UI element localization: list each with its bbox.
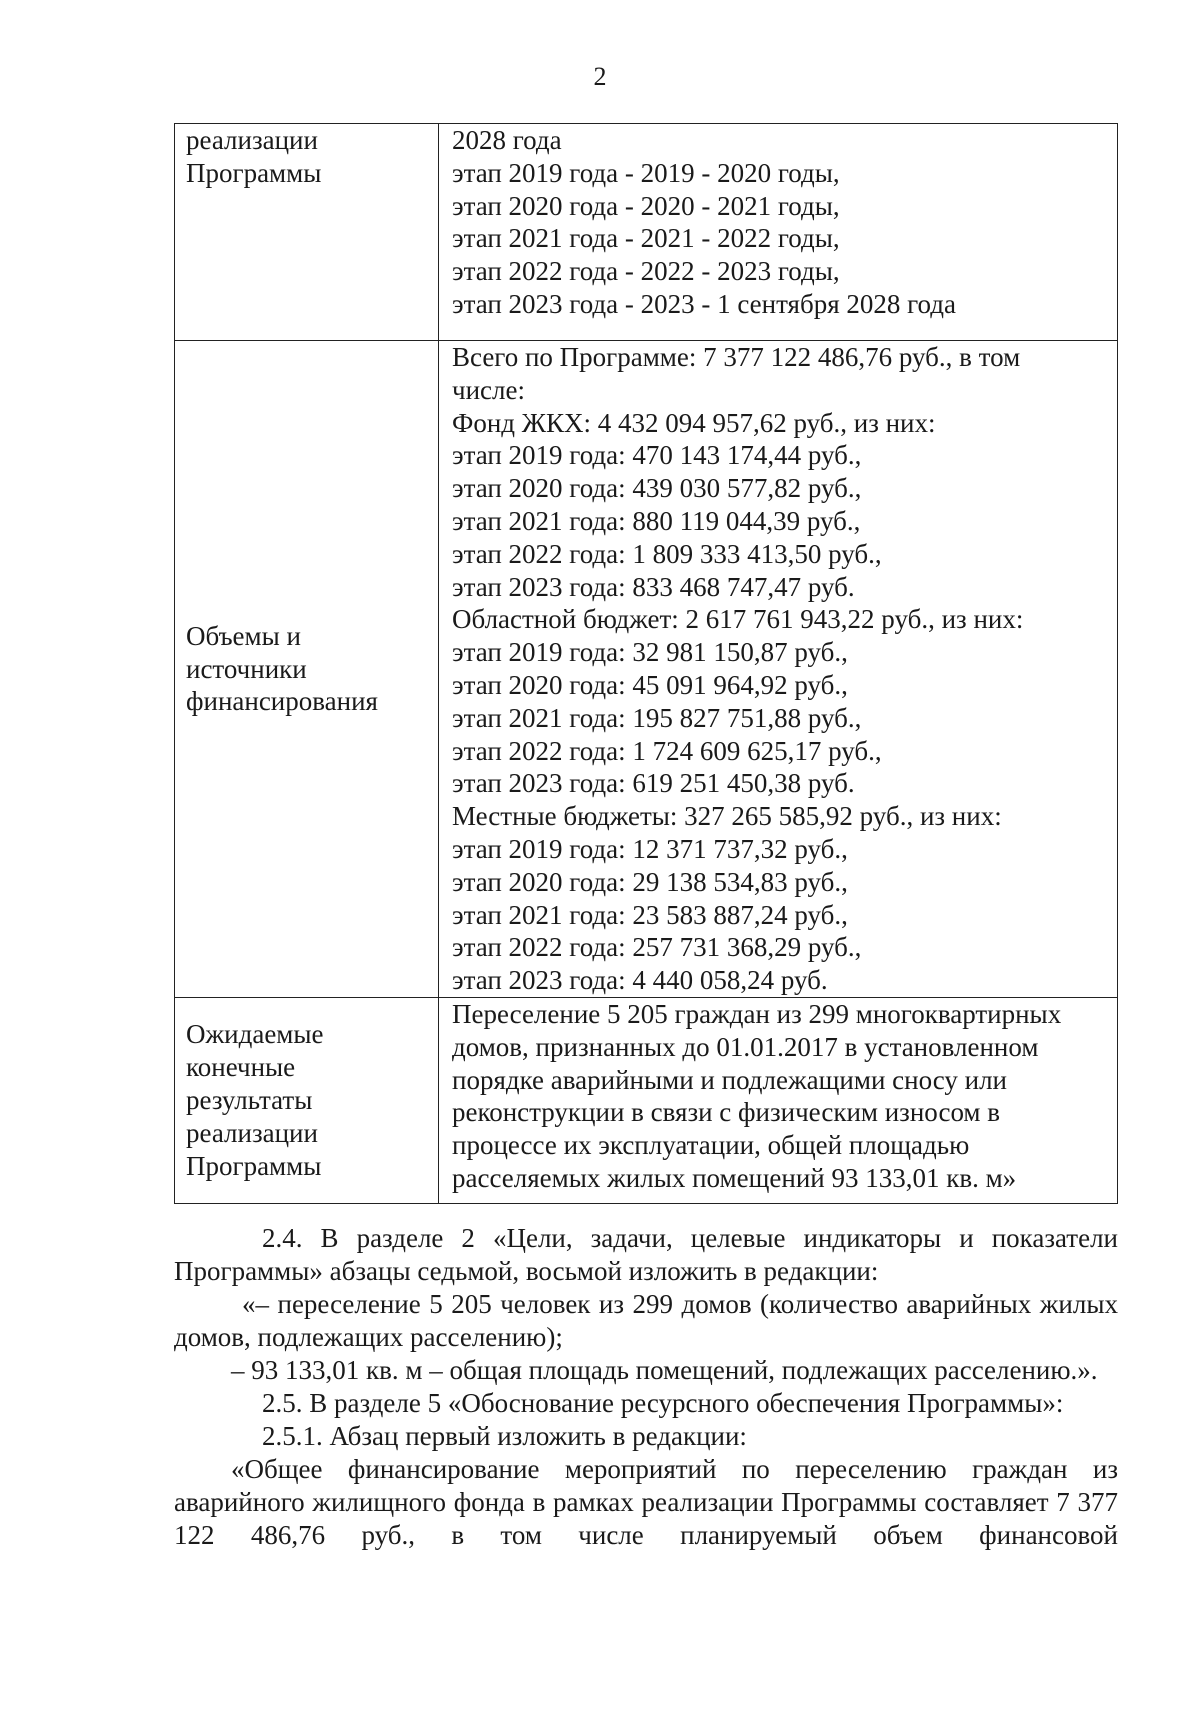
- value-line: расселяемых жилых помещений 93 133,01 кв. м»: [452, 1162, 1017, 1193]
- paragraph-2-4: 2.4. В разделе 2 «Цели, задачи, целевые индикаторы и показатели Программы» абзацы седьмой, восьмой изложить в редакции:: [174, 1223, 1118, 1286]
- value-line: этап 2022 года: 1 809 333 413,50 руб.,: [452, 538, 882, 569]
- row-value: [439, 341, 1118, 998]
- label-line: конечные: [186, 1052, 296, 1083]
- value-line: этап 2021 года - 2021 - 2022 годы,: [452, 223, 840, 254]
- row-label: [175, 124, 439, 341]
- value-line: этап 2020 года: 29 138 534,83 руб.,: [452, 866, 848, 897]
- value-line: этап 2019 года - 2019 - 2020 годы,: [452, 157, 840, 188]
- value-line: реконструкции в связи с физическим износом в: [452, 1097, 1001, 1128]
- paragraph-item-residents: «– переселение 5 205 человек из 299 домов (количество аварийных жилых домов, подлежащих расселению);: [174, 1289, 1118, 1352]
- value-line: домов, признанных до 01.01.2017 в установленном: [452, 1031, 1039, 1062]
- table-row-funding: [175, 341, 1118, 998]
- table-row-expected-results: [175, 997, 1118, 1203]
- value-line: этап 2023 года - 2023 - 1 сентября 2028 года: [452, 288, 956, 319]
- value-line: Фонд ЖКХ: 4 432 094 957,62 руб., из них:: [452, 407, 936, 438]
- label-line: Ожидаемые: [186, 1019, 324, 1050]
- paragraph-2-5: 2.5. В разделе 5 «Обоснование ресурсного обеспечения Программы»:: [262, 1388, 1064, 1418]
- value-line: этап 2019 года: 470 143 174,44 руб.,: [452, 440, 862, 471]
- label-line: Программы: [186, 157, 322, 188]
- value-line: этап 2020 года: 45 091 964,92 руб.,: [452, 669, 848, 700]
- value-line: этап 2021 года: 195 827 751,88 руб.,: [452, 702, 862, 733]
- value-line: 2028 года: [452, 125, 562, 155]
- value-line: Переселение 5 205 граждан из 299 многоквартирных: [452, 998, 1062, 1029]
- row-label: [175, 341, 439, 998]
- label-line: результаты: [186, 1085, 313, 1116]
- label-line: финансирования: [186, 686, 378, 717]
- value-line: Всего по Программе: 7 377 122 486,76 руб., в том: [452, 342, 1021, 372]
- paragraph-2-5-1: 2.5.1. Абзац первый изложить в редакции:: [262, 1421, 747, 1451]
- label-line: реализации: [186, 1117, 318, 1148]
- row-value: [439, 124, 1118, 341]
- value-line: этап 2019 года: 32 981 150,87 руб.,: [452, 637, 848, 668]
- value-line: порядке аварийными и подлежащими сносу или: [452, 1064, 1008, 1095]
- value-line: этап 2021 года: 23 583 887,24 руб.,: [452, 899, 848, 930]
- value-line: этап 2023 года: 619 251 450,38 руб.: [452, 768, 855, 799]
- label-line: источники: [186, 653, 307, 684]
- value-line: Местные бюджеты: 327 265 585,92 руб., из них:: [452, 801, 1002, 832]
- value-line: этап 2020 года: 439 030 577,82 руб.,: [452, 473, 862, 504]
- label-line: реализации: [186, 125, 318, 155]
- program-passport-table: [174, 123, 1118, 1204]
- paragraph-item-area: – 93 133,01 кв. м – общая площадь помещений, подлежащих расселению.».: [231, 1355, 1098, 1385]
- paragraph-quote-financing: «Общее финансирование мероприятий по переселению граждан из аварийного жилищного фонда в рамках реализации Программы составляет 7 377 122 486,76 руб., в том числе планируемый объем финансовой: [174, 1454, 1118, 1550]
- row-label: [175, 997, 439, 1203]
- value-line: этап 2020 года - 2020 - 2021 годы,: [452, 190, 840, 221]
- value-line: этап 2022 года: 257 731 368,29 руб.,: [452, 932, 862, 963]
- value-line: этап 2021 года: 880 119 044,39 руб.,: [452, 505, 861, 536]
- value-line: этап 2019 года: 12 371 737,32 руб.,: [452, 833, 848, 864]
- label-line: Программы: [186, 1150, 322, 1181]
- value-line: этап 2022 года - 2022 - 2023 годы,: [452, 256, 840, 287]
- value-line: этап 2023 года: 833 468 747,47 руб.: [452, 571, 855, 602]
- row-value: [439, 997, 1118, 1203]
- value-line: процессе их эксплуатации, общей площадью: [452, 1130, 970, 1161]
- page-number: 2: [593, 62, 607, 91]
- table-row-implementation-period: [175, 124, 1118, 341]
- document-body: [174, 1222, 1118, 1552]
- value-line: числе:: [452, 374, 525, 405]
- value-line: Областной бюджет: 2 617 761 943,22 руб., из них:: [452, 604, 1024, 635]
- value-line: этап 2022 года: 1 724 609 625,17 руб.,: [452, 735, 882, 766]
- label-line: Объемы и: [186, 620, 301, 651]
- value-line: этап 2023 года: 4 440 058,24 руб.: [452, 965, 828, 996]
